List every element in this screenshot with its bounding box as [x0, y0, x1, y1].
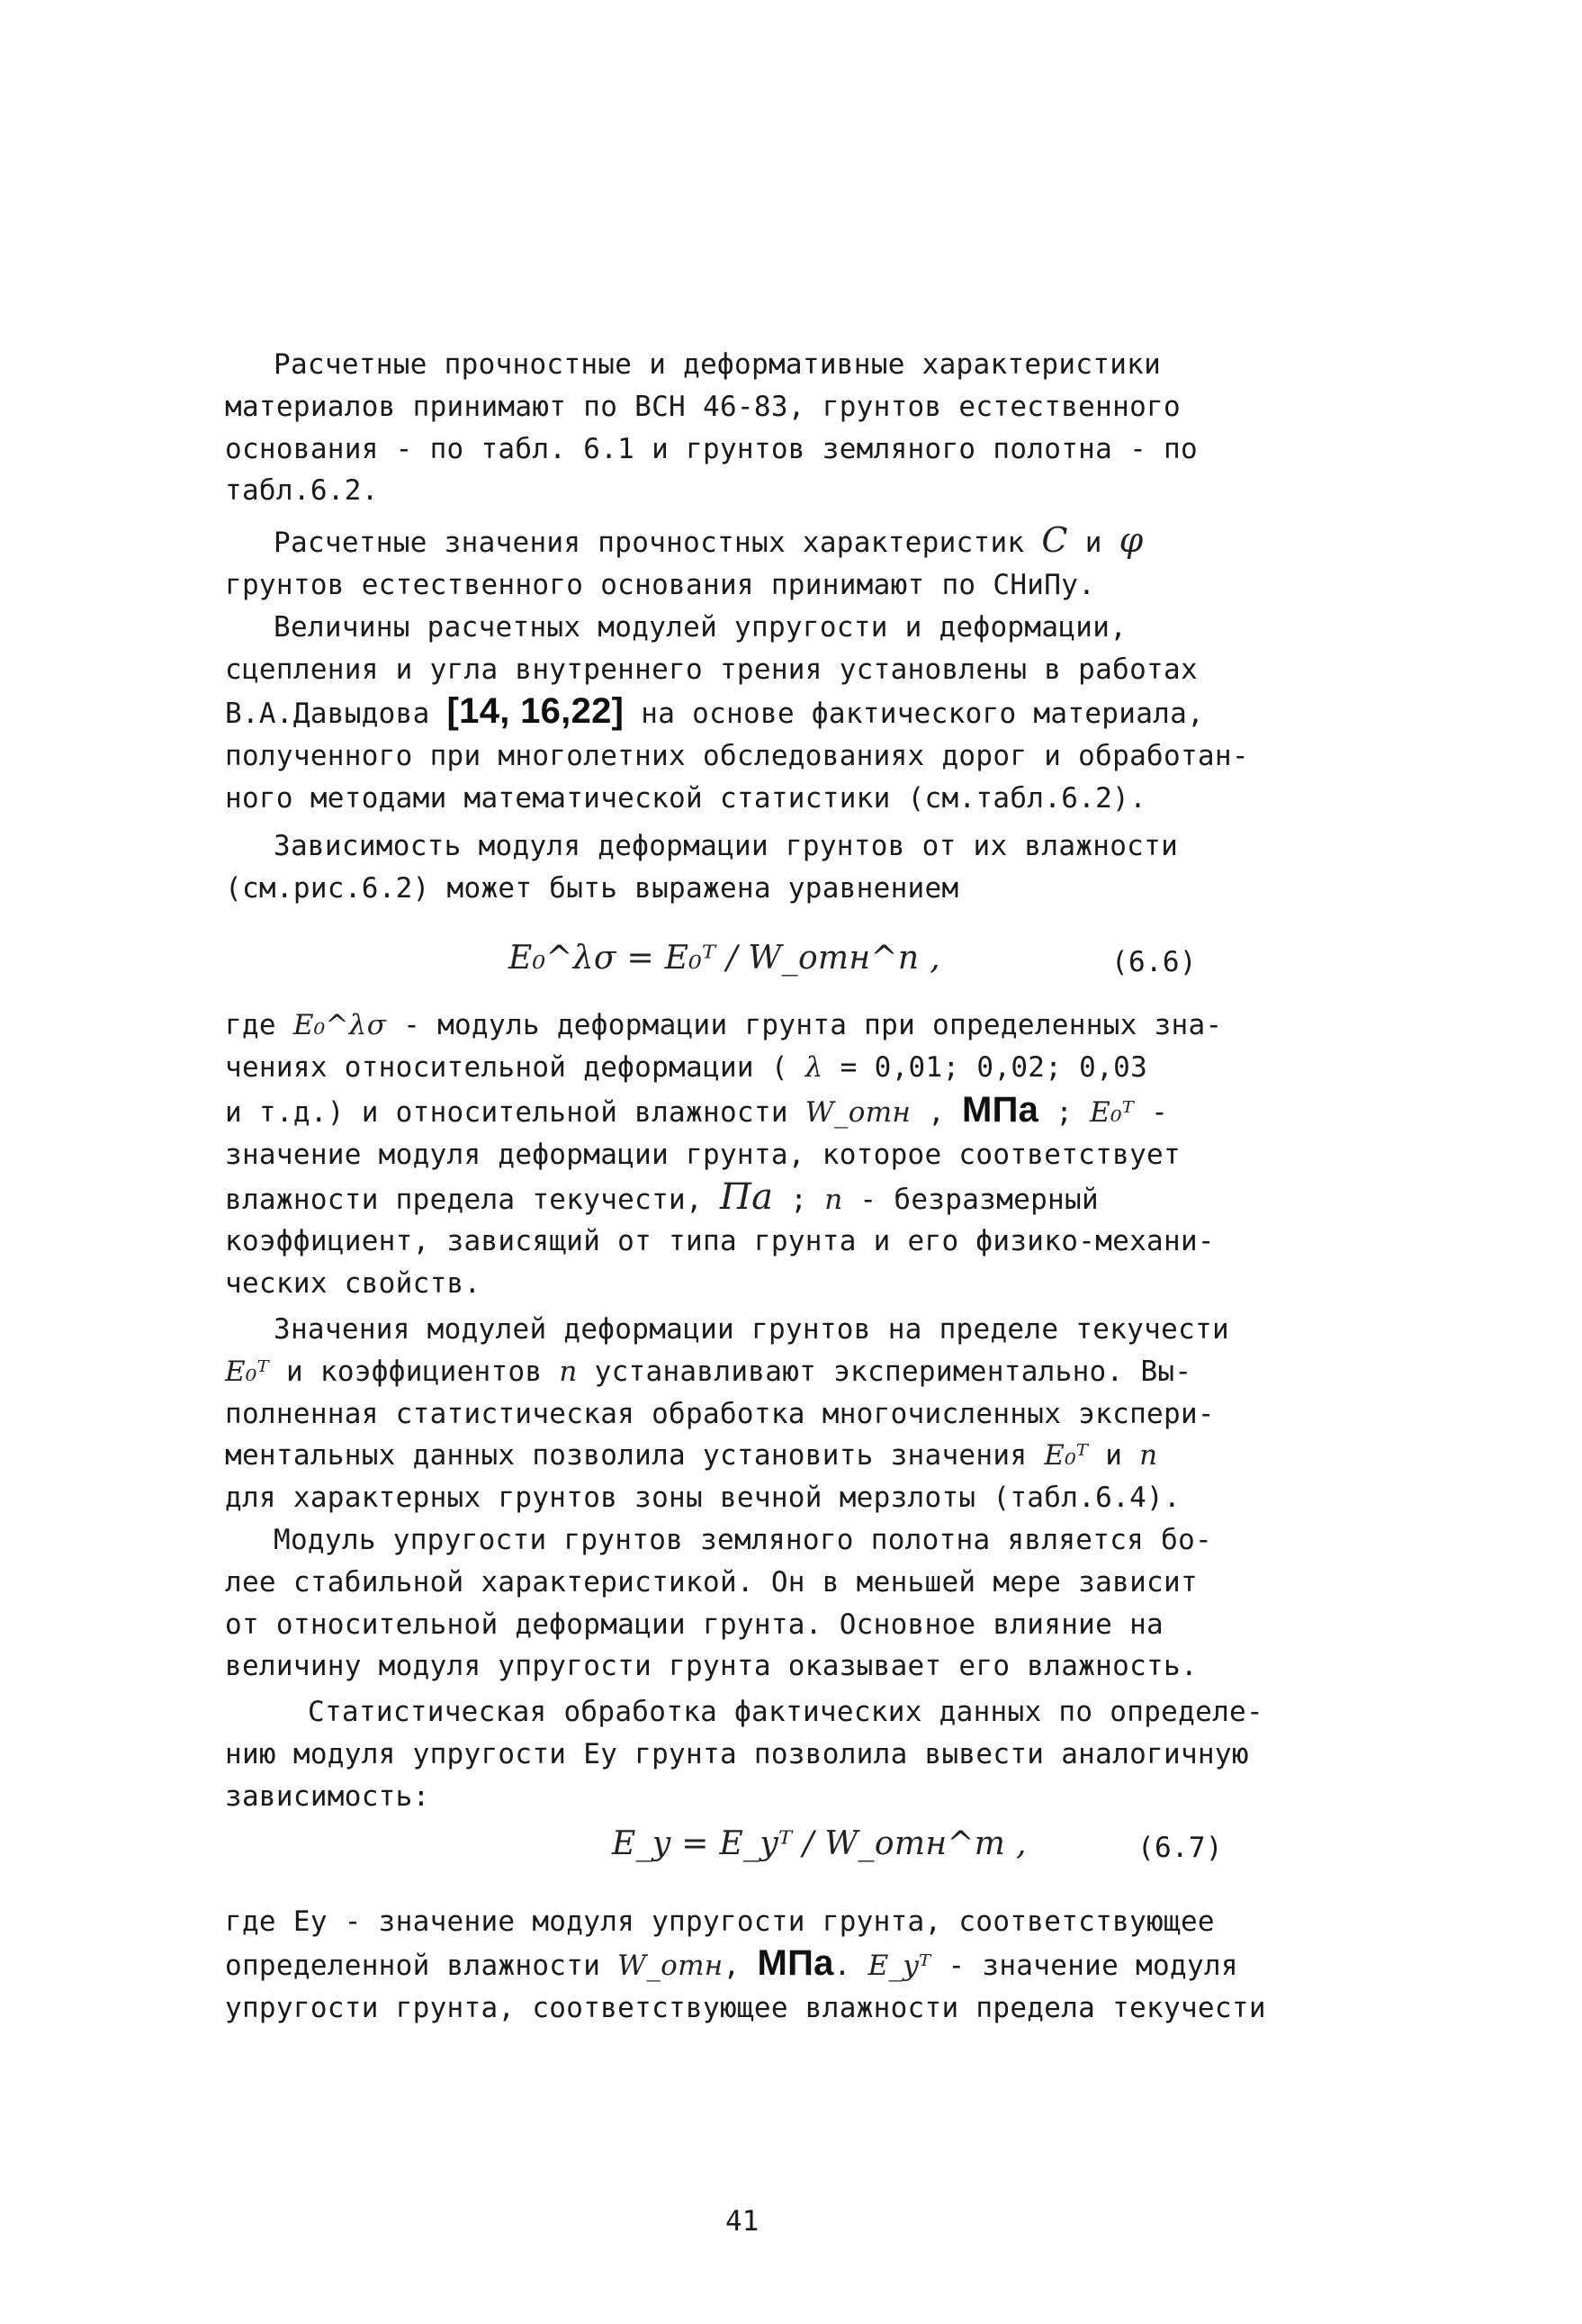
paragraph-1 — [225, 344, 1341, 512]
text-line: грунтов естественного основания принимают по СНиПу. — [225, 568, 1096, 601]
formula-expression: E₀^λσ = E₀ᵀ / W_отн^n , — [508, 940, 940, 977]
text-line: коэффициент, зависящий от типа грунта и его физико-механи- — [225, 1225, 1215, 1258]
text-line: Статистическая обработка фактических данных по определе- — [308, 1696, 1263, 1729]
text-line: зависимость: — [225, 1779, 430, 1813]
text-line: и т.д.) и относительной влажности W_отн , МПа ; E₀ᵀ - — [225, 1089, 1169, 1130]
text-line: сцепления и угла внутреннего трения установлены в работах — [225, 653, 1198, 686]
body-text — [225, 344, 1341, 2030]
symbol-n: n — [559, 1355, 578, 1388]
text-line: полненная статистическая обработка многочисленных экспери- — [225, 1397, 1215, 1430]
symbol-w-otn: W_отн — [617, 1950, 724, 1983]
formula-6-6 — [225, 922, 1341, 1004]
text-line: материалов принимают по ВСН 46-83, грунтов естественного — [225, 390, 1181, 423]
text-line: где Еу - значение модуля упругости грунта, соответствующее — [225, 1905, 1215, 1938]
symbol-e-t: E₀ᵀ — [1090, 1095, 1135, 1129]
text-line: Расчетные значения прочностных характеристик C и φ — [274, 520, 1144, 561]
text-line: ного методами математической статистики (см.табл.6.2). — [225, 781, 1147, 815]
equation-number: (6.6) — [1111, 946, 1197, 979]
formula-6-7 — [225, 1818, 1341, 1894]
symbol-phi: φ — [1119, 520, 1144, 561]
text-line: основания - по табл. 6.1 и грунтов земляного полотна - по — [225, 432, 1198, 465]
page-number: 41 — [725, 2205, 760, 2238]
text-line: для характерных грунтов зоны вечной мерзлоты (табл.6.4). — [225, 1482, 1181, 1515]
text-line: (см.рис.6.2) может быть выражена уравнением — [225, 871, 959, 905]
text-line: Величины расчетных модулей упругости и деформации, — [274, 610, 1128, 644]
text-line: значение модуля деформации грунта, которое соответствует — [225, 1138, 1181, 1171]
paragraph-7 — [225, 1519, 1341, 1688]
paragraph-9 — [225, 1901, 1341, 2030]
paragraph-2 — [225, 519, 1341, 607]
reference-list: [14, 16,22] — [446, 691, 625, 732]
symbol-w-otn: W_отн — [804, 1095, 912, 1129]
text-line: влажности предела текучести, Па ; n - безразмерный — [225, 1176, 1099, 1218]
paragraph-4 — [225, 825, 1341, 910]
text-line: величину модуля упругости грунта оказывает его влажность. — [225, 1650, 1198, 1683]
symbol-e-lambda: E₀^λσ — [292, 1009, 387, 1042]
unit-pa: Па — [719, 1176, 774, 1218]
text-line: лее стабильной характеристикой. Он в меньшей мере зависит — [225, 1565, 1198, 1599]
symbol-n: n — [824, 1183, 843, 1216]
paragraph-8 — [225, 1691, 1341, 1817]
text-line: полученного при многолетних обследованиях дорог и обработан- — [225, 740, 1249, 773]
unit-mpa: МПа — [962, 1089, 1039, 1130]
symbol-e-t: E₀ᵀ — [225, 1355, 269, 1388]
symbol-ey-t: E_yᵀ — [867, 1950, 931, 1983]
unit-mpa: МПа — [757, 1943, 834, 1984]
text-line: Значения модулей деформации грунтов на пределе текучести — [274, 1312, 1229, 1346]
text-line: Зависимость модуля деформации грунтов от их влажности — [274, 829, 1179, 862]
paragraph-3 — [225, 607, 1341, 820]
symbol-e-t: E₀ᵀ — [1044, 1439, 1089, 1473]
text-line: где E₀^λσ - модуль деформации грунта при определенных зна- — [225, 1009, 1223, 1042]
text-line: ментальных данных позволила установить значения E₀ᵀ и n — [225, 1439, 1158, 1473]
text-line: ческих свойств. — [225, 1267, 481, 1301]
text-line: от относительной деформации грунта. Основное влияние на — [225, 1608, 1164, 1641]
text-line: табл.6.2. — [225, 474, 379, 508]
symbol-n: n — [1139, 1439, 1158, 1473]
text-line: Модуль упругости грунтов земляного полотна является бо- — [274, 1523, 1212, 1556]
text-line: Расчетные прочностные и деформативные характеристики — [274, 348, 1162, 381]
paragraph-5 — [225, 1004, 1341, 1305]
text-line: E₀ᵀ и коэффициентов n устанавливают экспериментально. Вы- — [225, 1355, 1192, 1388]
text-line: чениях относительной деформации ( λ = 0,01; 0,02; 0,03 — [225, 1051, 1148, 1085]
paragraph-6 — [225, 1309, 1341, 1519]
text-line: нию модуля упругости Еу грунта позволила вывести аналогичную — [225, 1737, 1249, 1770]
text-line: В.А.Давыдова [14, 16,22] на основе фактического материала, — [225, 691, 1205, 732]
text-line: определенной влажности W_отн, МПа. E_yᵀ - значение модуля — [225, 1943, 1238, 1984]
text-line: упругости грунта, соответствующее влажности предела текучести — [225, 1992, 1266, 2025]
formula-expression: E_y = E_yᵀ / W_отн^m , — [612, 1824, 1027, 1862]
symbol-lambda: λ — [804, 1051, 823, 1085]
equation-number: (6.7) — [1137, 1831, 1223, 1864]
symbol-c: C — [1041, 520, 1068, 561]
